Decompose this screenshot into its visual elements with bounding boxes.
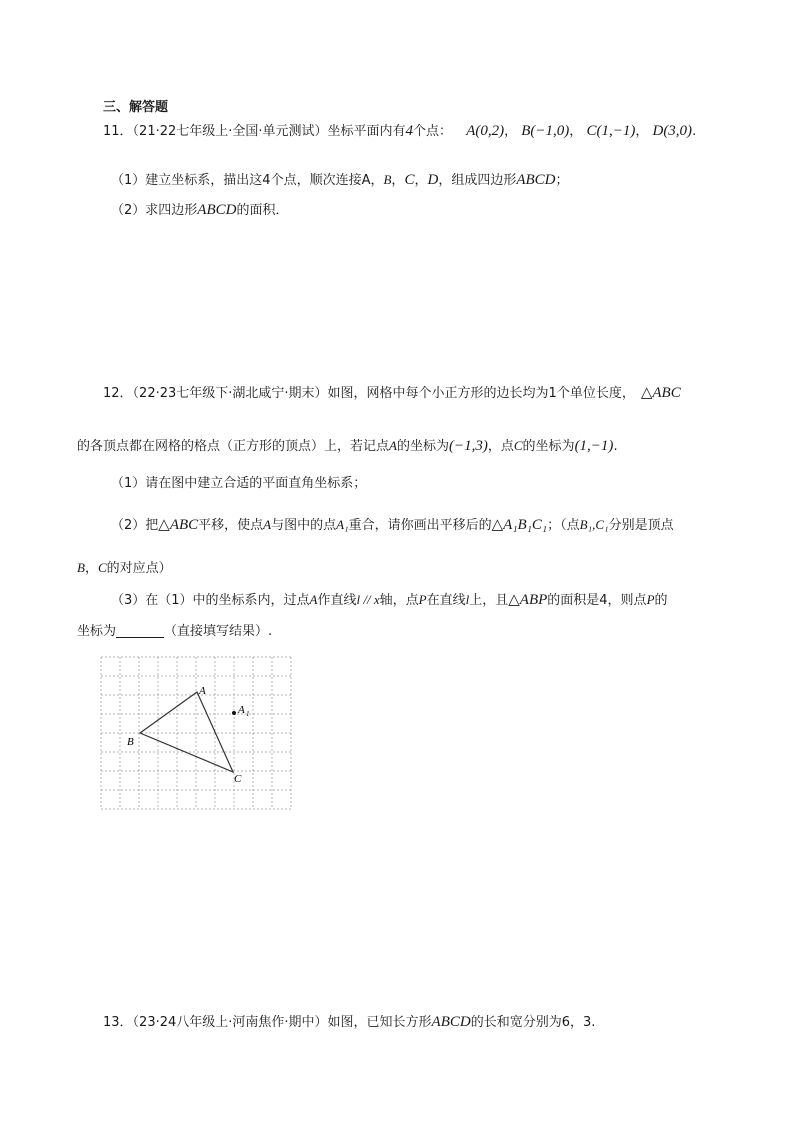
q13-source: （23·24八年级上·河南焦作·期中）	[132, 1015, 328, 1030]
answer-blank[interactable]	[116, 623, 164, 638]
q12-part2: （2）把△ABC平移，使点A与图中的点A₁重合，请你画出平移后的△A₁B₁C₁；（点B₁,C₁分别是顶点	[111, 517, 674, 533]
triangle-abc	[140, 692, 233, 772]
q13-stem: 13．（23·24八年级上·河南焦作·期中）如图，已知长方形ABCD的长和宽分别为6，3.	[103, 1014, 596, 1030]
label-a1-sub: 1	[246, 710, 250, 718]
q12-part1: （1）请在图中建立合适的平面直角坐标系；	[111, 476, 367, 491]
label-a1: A	[238, 704, 245, 716]
q11-point-D: D(3,0)	[652, 123, 693, 139]
label-a: A	[199, 685, 206, 697]
q11-part1: （1）建立坐标系，描出这4个点，顺次连接A，B，C，D，组成四边形ABCD；	[111, 172, 569, 188]
q12-part2-cont: B，C的对应点）	[77, 560, 172, 576]
q12-stem-line1: 12．（22·23七年级下·湖北咸宁·期末）如图，网格中每个小正方形的边长均为1个单位长度， △ABC	[103, 385, 681, 401]
q12-part3: （3）在（1）中的坐标系内，过点A作直线l // x轴，点P在直线l上，且△ABP的面积是4，则点P的	[111, 592, 668, 608]
q13-number: 13．	[103, 1015, 133, 1030]
q12-number: 12．	[103, 386, 133, 401]
q11-point-A: A(0,2)	[466, 123, 505, 139]
section-title: 三、解答题	[103, 100, 169, 115]
grid-lines	[101, 657, 291, 809]
q12-stem-line2: 的各顶点都在网格的格点（正方形的顶点）上，若记点A的坐标为(−1,3)，点C的坐标为(1,−1).	[77, 438, 618, 454]
q11-source: （21·22七年级上·全国·单元测试）	[132, 124, 328, 139]
q12-source: （22·23七年级下·湖北咸宁·期末）	[132, 386, 328, 401]
label-b: B	[127, 736, 134, 748]
q11-stem: 11．（21·22七年级上·全国·单元测试）坐标平面内有4个点： A(0,2)， B(−1,0)， C(1,−1)， D(3,0).	[103, 123, 697, 139]
point-a1	[232, 711, 236, 715]
q12-part3-cont: 坐标为 （直接填写结果）.	[77, 624, 273, 639]
q11-point-C: C(1,−1)	[586, 123, 636, 139]
label-c: C	[234, 773, 242, 785]
q11-number: 11．	[103, 124, 133, 139]
q11-point-B: B(−1,0)	[521, 123, 570, 139]
q11-part2: （2）求四边形ABCD的面积．	[111, 202, 289, 218]
